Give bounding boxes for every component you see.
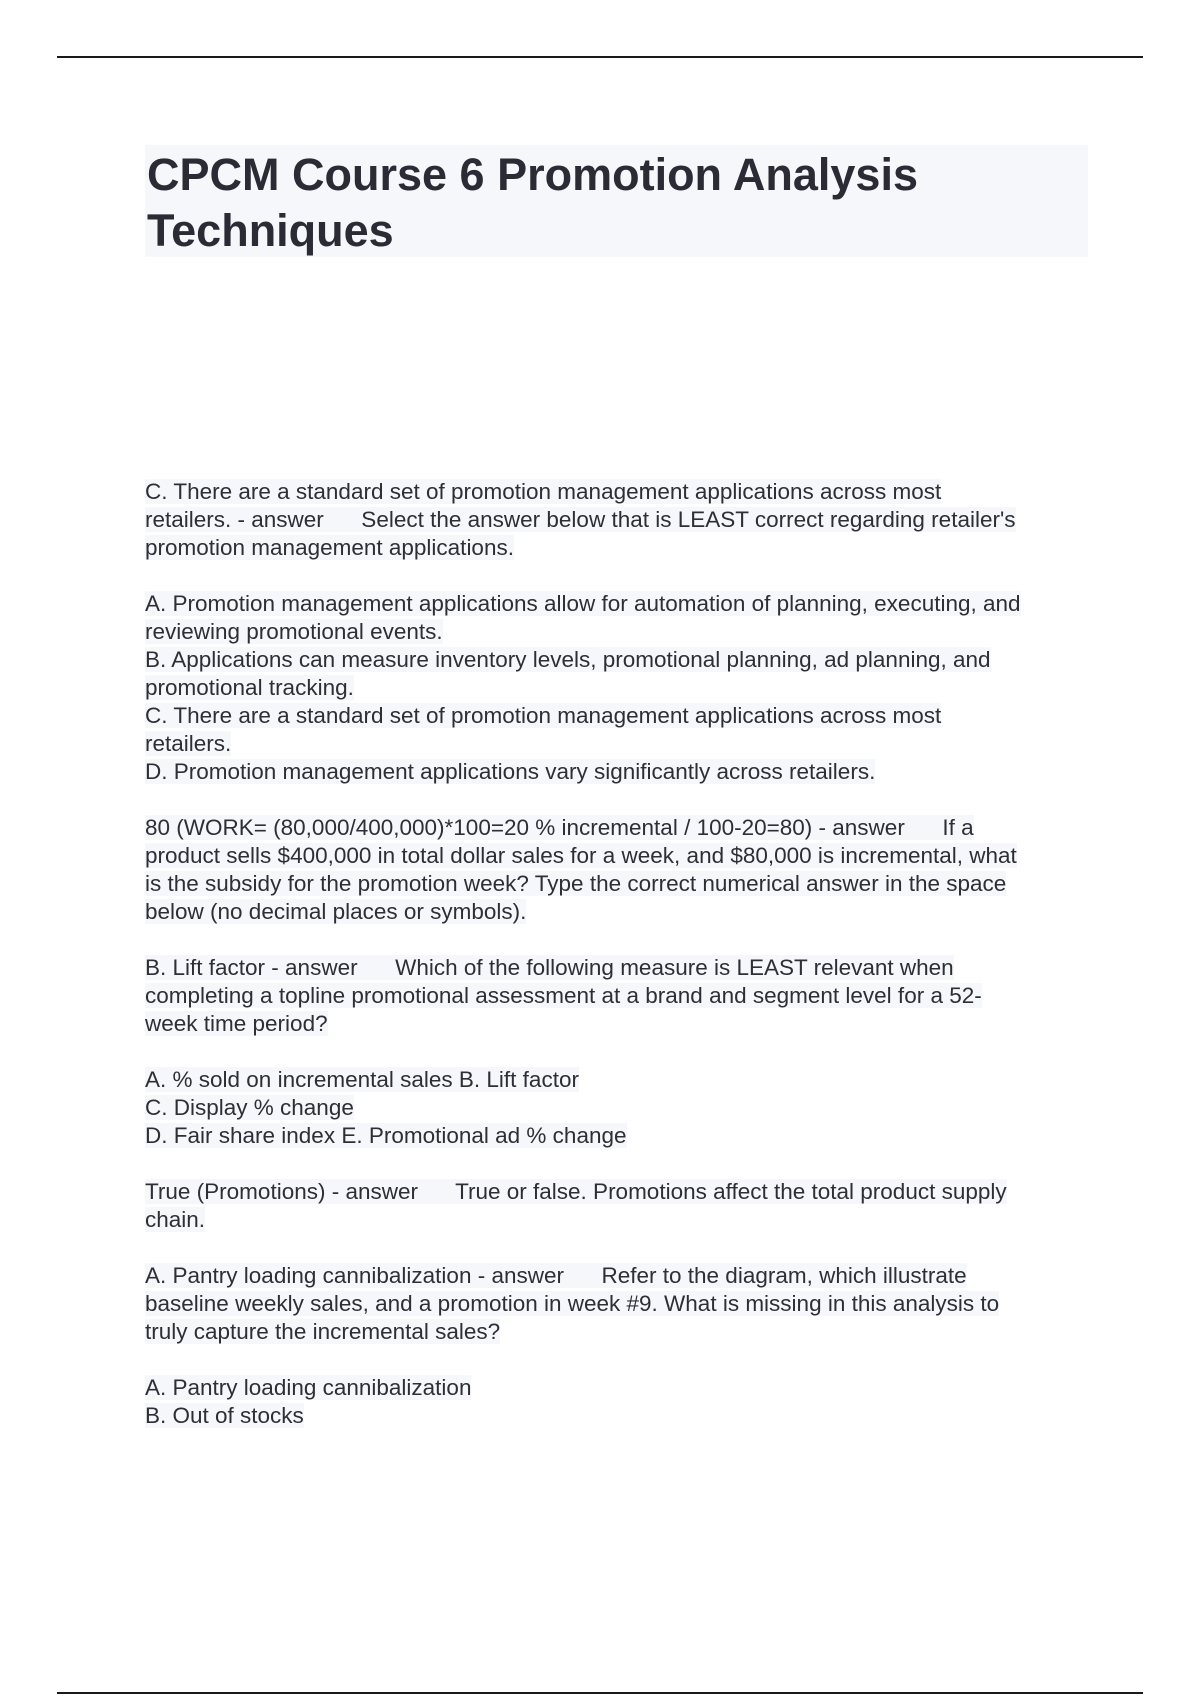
text-line-content: is the subsidy for the promotion week? Type the correct numerical answer in the space xyxy=(145,871,1007,896)
text-line xyxy=(145,1402,1105,1430)
text-line-content: product sells $400,000 in total dollar sales for a week, and $80,000 is incremental, what xyxy=(145,843,1017,868)
text-line-content: C. There are a standard set of promotion management applications across most xyxy=(145,703,942,728)
text-line-content: completing a topline promotional assessment at a brand and segment level for a 52- xyxy=(145,983,982,1008)
text-line xyxy=(145,982,1105,1010)
text-line-content: B. Lift factor - answer Which of the following measure is LEAST relevant when xyxy=(145,955,954,980)
text-line xyxy=(145,814,1105,842)
text-line xyxy=(145,1066,1105,1094)
qa-paragraph xyxy=(145,1066,1105,1150)
qa-paragraph xyxy=(145,590,1105,786)
text-line xyxy=(145,590,1105,618)
text-line xyxy=(145,954,1105,982)
text-line xyxy=(145,674,1105,702)
text-line xyxy=(145,646,1105,674)
text-line xyxy=(145,898,1105,926)
text-line-content: A. Pantry loading cannibalization xyxy=(145,1375,472,1400)
text-line-content: A. Pantry loading cannibalization - answer Refer to the diagram, which illustrate xyxy=(145,1263,967,1288)
text-line-content: A. Promotion management applications allow for automation of planning, executing, and xyxy=(145,591,1021,616)
text-line-content: truly capture the incremental sales? xyxy=(145,1319,501,1344)
text-line-content: retailers. - answer Select the answer below that is LEAST correct regarding retailer's xyxy=(145,507,1016,532)
top-divider xyxy=(57,56,1143,58)
text-line-content: 80 (WORK= (80,000/400,000)*100=20 % incremental / 100-20=80) - answer If a xyxy=(145,815,974,840)
text-line-content: week time period? xyxy=(145,1011,328,1036)
qa-paragraph xyxy=(145,1178,1105,1234)
qa-paragraph xyxy=(145,478,1105,562)
text-line-content: below (no decimal places or symbols). xyxy=(145,899,527,924)
text-line xyxy=(145,1122,1105,1150)
page-title xyxy=(145,145,1088,257)
text-line-content: promotion management applications. xyxy=(145,535,514,560)
page-title-line: Techniques xyxy=(147,205,394,256)
text-line xyxy=(145,730,1105,758)
text-line xyxy=(145,1178,1105,1206)
text-line-content: chain. xyxy=(145,1207,206,1232)
text-line xyxy=(145,1290,1105,1318)
qa-paragraph xyxy=(145,1374,1105,1430)
text-line xyxy=(145,1262,1105,1290)
text-line-content: D. Fair share index E. Promotional ad % change xyxy=(145,1123,627,1148)
text-line xyxy=(145,1374,1105,1402)
qa-paragraph xyxy=(145,814,1105,926)
text-line-content: reviewing promotional events. xyxy=(145,619,443,644)
page-title-line: CPCM Course 6 Promotion Analysis xyxy=(147,149,918,200)
text-line xyxy=(145,1010,1105,1038)
text-line xyxy=(145,506,1105,534)
text-line-content: B. Applications can measure inventory levels, promotional planning, ad planning, and xyxy=(145,647,991,672)
text-line xyxy=(145,534,1105,562)
text-line xyxy=(145,478,1105,506)
document-body xyxy=(145,478,1105,1458)
text-line xyxy=(145,870,1105,898)
text-line-content: A. % sold on incremental sales B. Lift factor xyxy=(145,1067,579,1092)
text-line-content: True (Promotions) - answer True or false. Promotions affect the total product supply xyxy=(145,1179,1007,1204)
text-line-content: C. Display % change xyxy=(145,1095,354,1120)
qa-paragraph xyxy=(145,1262,1105,1346)
qa-paragraph xyxy=(145,954,1105,1038)
text-line-content: promotional tracking. xyxy=(145,675,354,700)
text-line-content: C. There are a standard set of promotion management applications across most xyxy=(145,479,942,504)
text-line xyxy=(145,618,1105,646)
text-line xyxy=(145,1318,1105,1346)
text-line-content: retailers. xyxy=(145,731,232,756)
text-line-content: D. Promotion management applications vary significantly across retailers. xyxy=(145,759,876,784)
text-line xyxy=(145,1206,1105,1234)
text-line-content: B. Out of stocks xyxy=(145,1403,304,1428)
text-line xyxy=(145,842,1105,870)
bottom-divider xyxy=(57,1692,1143,1694)
text-line xyxy=(145,758,1105,786)
text-line xyxy=(145,702,1105,730)
text-line xyxy=(145,1094,1105,1122)
text-line-content: baseline weekly sales, and a promotion in week #9. What is missing in this analysis to xyxy=(145,1291,1000,1316)
